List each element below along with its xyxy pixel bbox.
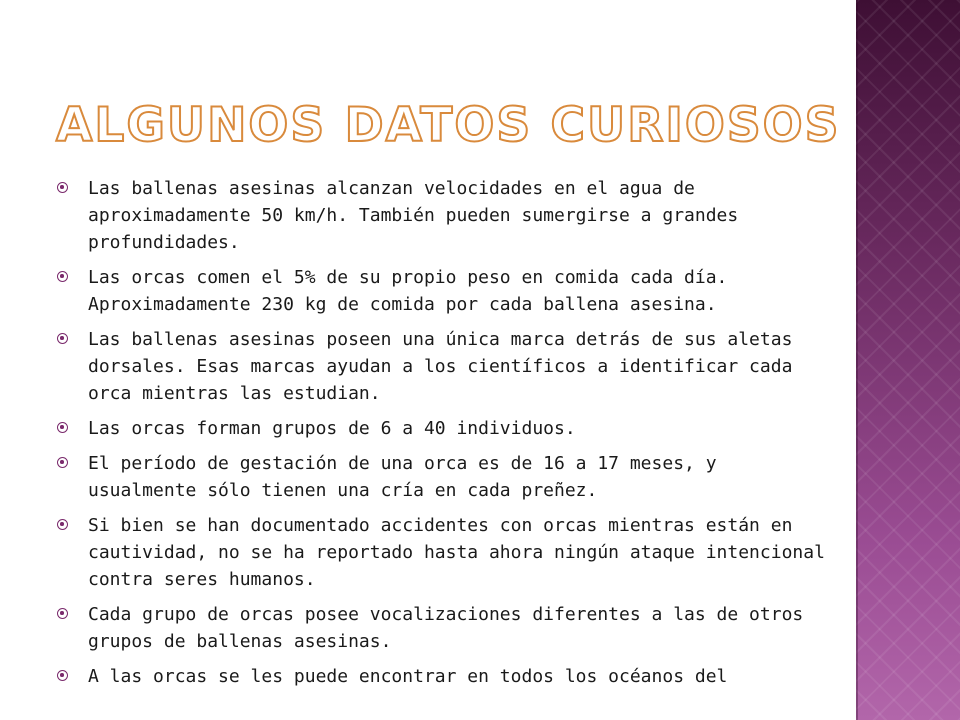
circle-dot-bullet-icon xyxy=(57,182,68,193)
bullet-text: Las orcas comen el 5% de su propio peso en comida cada día. Aproximadamente 230 kg de comida por cada ballena asesina. xyxy=(88,267,728,315)
circle-dot-bullet-icon xyxy=(57,271,68,282)
circle-dot-bullet-icon xyxy=(57,333,68,344)
circle-dot-bullet-icon xyxy=(57,670,68,681)
side-panel-edge xyxy=(856,0,858,720)
circle-dot-bullet-icon xyxy=(57,519,68,530)
bullet-item xyxy=(56,264,826,318)
bullet-text: Cada grupo de orcas posee vocalizaciones diferentes a las de otros grupos de ballenas asesinas. xyxy=(88,604,804,652)
bullet-text: Las ballenas asesinas alcanzan velocidades en el agua de aproximadamente 50 km/h. También pueden sumergirse a grandes profundidades. xyxy=(88,178,739,253)
bullet-text: Si bien se han documentado accidentes con orcas mientras están en cautividad, no se ha reportado hasta ahora ningún ataque intencional contra seres humanos. xyxy=(88,515,825,590)
bullet-item xyxy=(56,326,826,407)
bullet-item xyxy=(56,415,826,442)
bullet-item xyxy=(56,601,826,655)
circle-dot-bullet-icon xyxy=(57,422,68,433)
bullet-item xyxy=(56,450,826,504)
bullet-text: Las ballenas asesinas poseen una única marca detrás de sus aletas dorsales. Esas marcas ayudan a los científicos a identificar cada orca mientras las estudian. xyxy=(88,329,793,404)
bullet-text: Las orcas forman grupos de 6 a 40 individuos. xyxy=(88,418,576,439)
bullet-item xyxy=(56,512,826,593)
circle-dot-bullet-icon xyxy=(57,608,68,619)
bullet-list xyxy=(56,175,826,698)
bullet-text: A las orcas se les puede encontrar en todos los océanos del xyxy=(88,666,728,687)
bullet-item xyxy=(56,175,826,256)
bullet-text: El período de gestación de una orca es de 16 a 17 meses, y usualmente sólo tienen una cría en cada preñez. xyxy=(88,453,717,501)
circle-dot-bullet-icon xyxy=(57,457,68,468)
decorative-side-panel xyxy=(856,0,960,720)
bullet-item xyxy=(56,663,826,690)
slide-title: ALGUNOS DATOS CURIOSOS xyxy=(56,98,841,153)
